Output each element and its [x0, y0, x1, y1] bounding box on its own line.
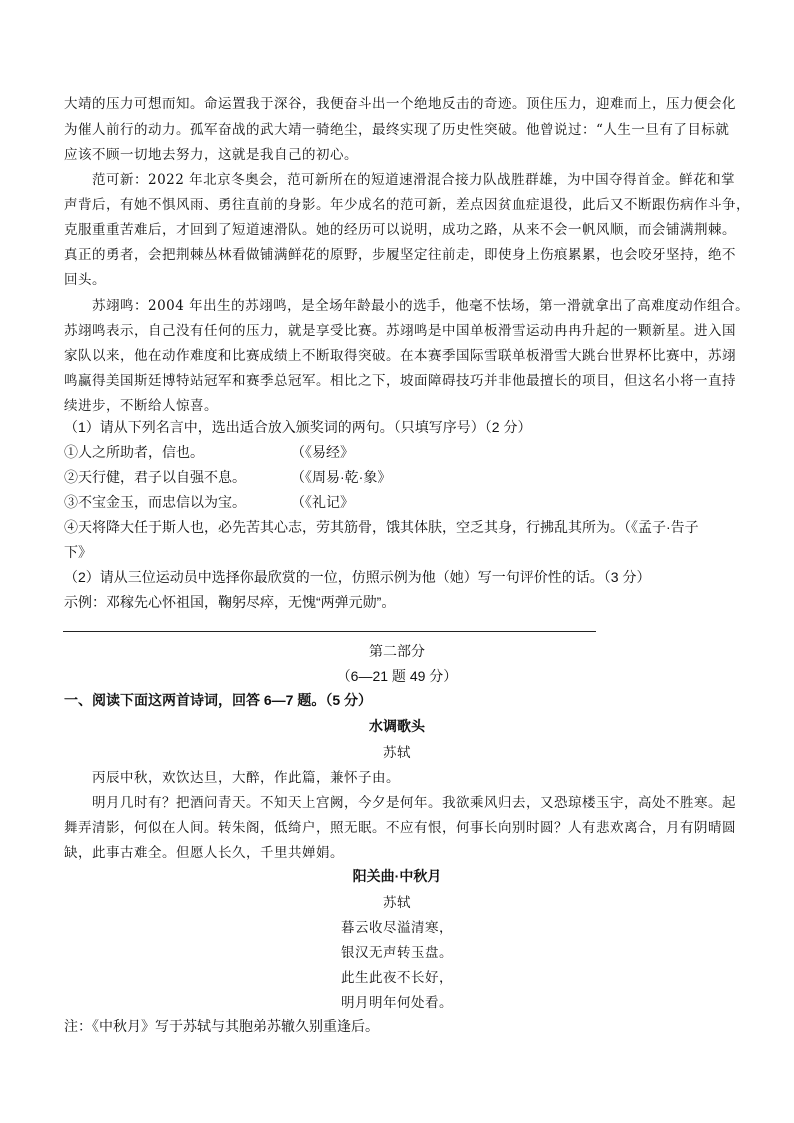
passage-line: 回头。: [64, 272, 106, 288]
option-4: ④天将降大任于斯人也，必先苦其心志，劳其筋骨，饿其体肤，空乏其身，行拂乱其所为。（《孟子·告子: [64, 519, 699, 535]
poem-1-title: 水调歌头: [369, 718, 425, 734]
passage-line: 续进步，不断给人惊喜。: [64, 398, 218, 414]
option-3: ③不宝金玉，而忠信以为宝。: [64, 494, 246, 510]
poem-1-line: 缺，此事古难全。但愿人长久，千里共婵娟。: [64, 845, 344, 861]
passage-line: 应该不顾一切地去努力，这就是我自己的初心。: [64, 147, 358, 163]
passage-line: 为催人前行的动力。孤军奋战的武大靖一骑绝尘，最终实现了历史性突破。他曾说过：“人生一旦有了目标就: [64, 122, 730, 138]
poem-2-line: 此生此夜不长好，: [341, 970, 453, 986]
question-1: （1）请从下列名言中，选出适合放入颁奖词的两句。（只填写序号）（2 分）: [64, 419, 532, 435]
option-4-continued: 下》: [64, 544, 92, 560]
poem-2-title: 阳关曲·中秋月: [352, 868, 442, 884]
passage-line: 家队以来，他在动作难度和比赛成绩上不断取得突破。在本赛季国际雪联单板滑雪大跳台世界杯比赛中，苏翊: [64, 348, 736, 364]
option-1: ①人之所助者，信也。: [64, 444, 204, 460]
divider-rule: [63, 631, 596, 632]
part-title: 第二部分: [369, 643, 425, 659]
option-3-source: （《礼记》: [291, 494, 354, 510]
passage-line: 苏翊鸣表示，自己没有任何的压力，就是享受比赛。苏翊鸣是中国单板滑雪运动冉冉升起的一颗新星。进入国: [64, 323, 736, 339]
part-range: （6—21 题 49 分）: [336, 668, 458, 684]
poem-1-author: 苏轼: [383, 745, 411, 761]
poem-1-line: 舞弄清影，何似在人间。转朱阁，低绮户，照无眠。不应有恨，何事长向别时圆？人有悲欢离合，月有阴晴圆: [64, 820, 736, 836]
option-2: ②天行健，君子以自强不息。: [64, 469, 246, 485]
option-1-source: （《易经》: [291, 444, 354, 460]
poem-2-line: 明月明年何处看。: [341, 995, 453, 1011]
section-heading: 一、阅读下面这两首诗词，回答 6—7 题。（5 分）: [64, 692, 373, 708]
poem-2-line: 银汉无声转玉盘。: [341, 945, 453, 961]
option-2-source: （《周易·乾·象》: [291, 469, 392, 485]
example-answer: 示例：邓稼先心怀祖国，鞠躬尽瘁，无愧“两弹元勋”。: [64, 594, 396, 610]
poem-1-line: 明月几时有？把酒问青天。不知天上宫阙，今夕是何年。我欲乘风归去，又恐琼楼玉宇，高处不胜寒。起: [92, 795, 736, 811]
passage-line: 真正的勇者，会把荆棘丛林看做铺满鲜花的原野，步履坚定往前走，即使身上伤痕累累，也会咬牙坚持，绝不: [64, 247, 736, 263]
passage-line: 声背后，有她不惧风雨、勇往直前的身影。年少成名的范可新，差点因贫血症退役，此后又不断跟伤病作斗争，: [64, 197, 750, 213]
passage-line: 克服重重苦难后，才回到了短道速滑队。她的经历可以说明，成功之路，从来不会一帆风顺，而会铺满荆棘。: [64, 222, 736, 238]
poem-1-preface: 丙辰中秋，欢饮达旦，大醉，作此篇，兼怀子由。: [92, 770, 400, 786]
passage-line: 范可新：2022 年北京冬奥会，范可新所在的短道速滑混合接力队战胜群雄，为中国夺得首金。鲜花和掌: [92, 172, 736, 188]
passage-line: 苏翊鸣：2004 年出生的苏翊鸣，是全场年龄最小的选手，他毫不怯场，第一滑就拿出了高难度动作组合。: [92, 298, 750, 314]
poem-2-line: 暮云收尽溢清寒，: [341, 920, 453, 936]
passage-line: 大靖的压力可想而知。命运置我于深谷，我便奋斗出一个绝地反击的奇迹。顶住压力，迎难而上，压力便会化: [64, 96, 736, 112]
footnote: 注：《中秋月》写于苏轼与其胞弟苏辙久别重逢后。: [64, 1018, 379, 1034]
question-2: （2）请从三位运动员中选择你最欣赏的一位，仿照示例为他（她）写一句评价性的话。（3 分）: [64, 569, 651, 585]
passage-line: 鸣赢得美国斯廷博特站冠军和赛季总冠军。相比之下，坡面障碍技巧并非他最擅长的项目，但这名小将一直持: [64, 373, 736, 389]
poem-2-author: 苏轼: [383, 895, 411, 911]
